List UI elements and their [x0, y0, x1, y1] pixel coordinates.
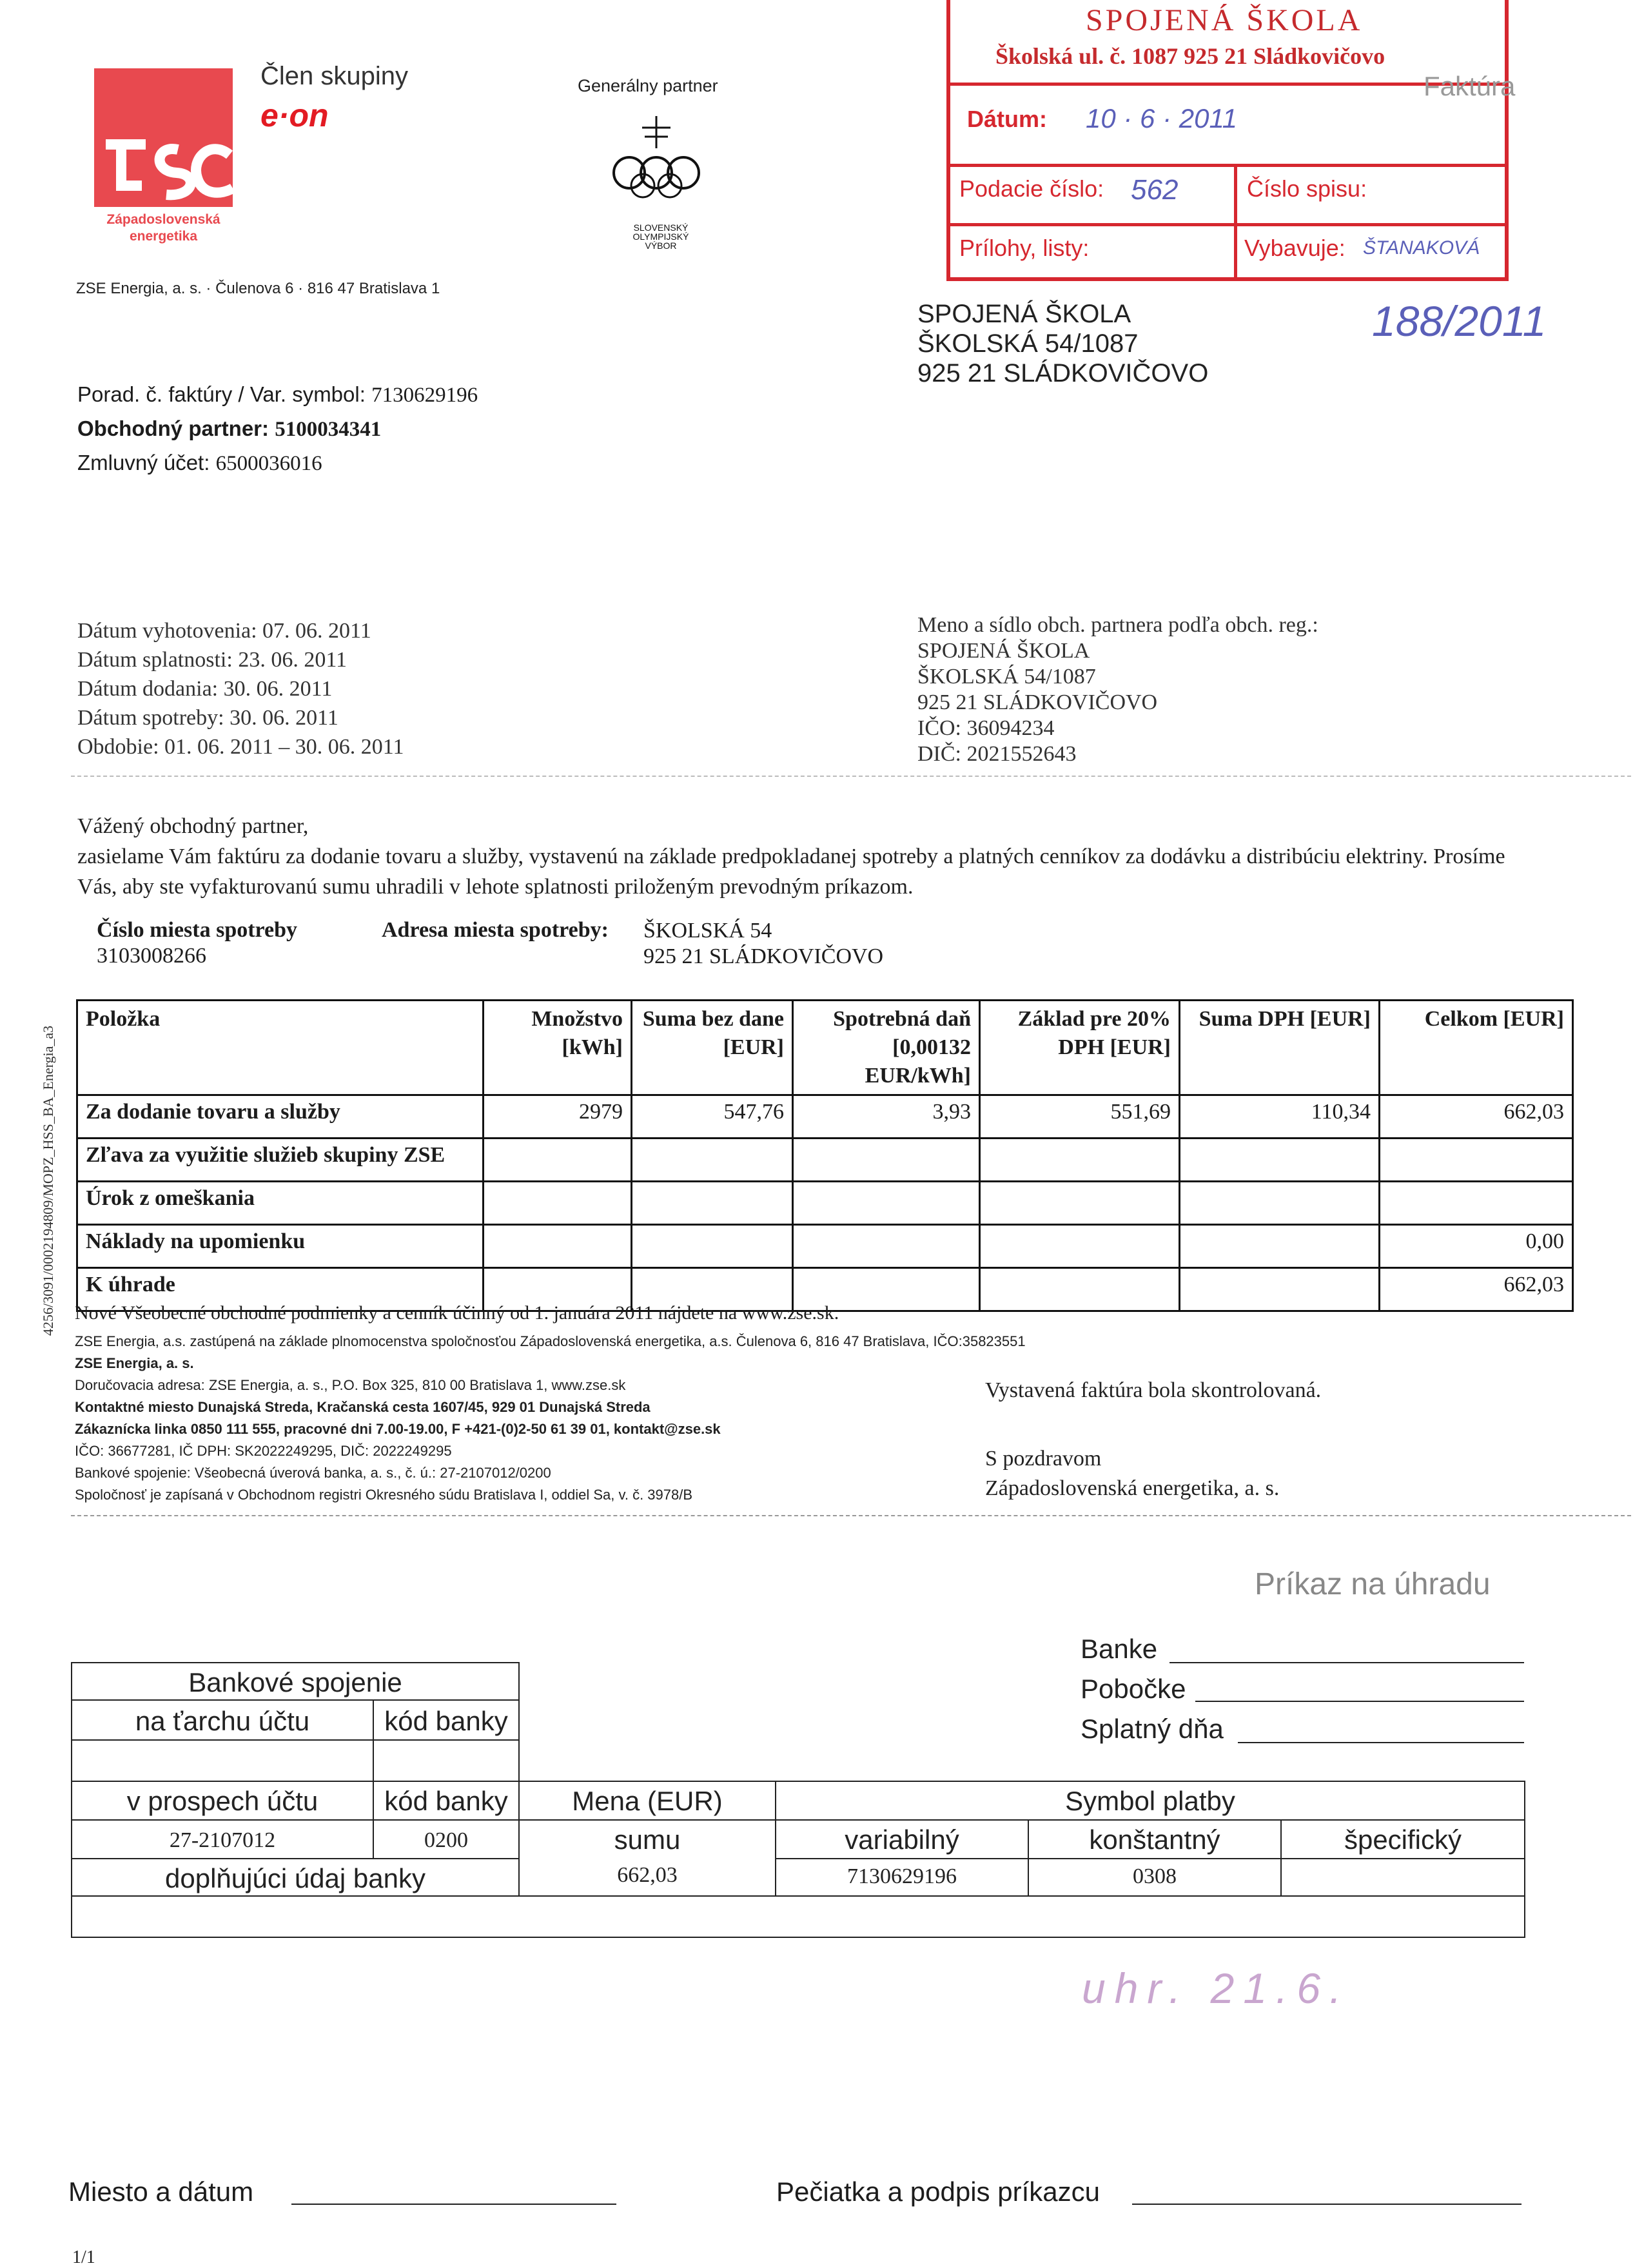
col-header: Množstvo [kWh]: [484, 1001, 632, 1095]
miesto-datum-field[interactable]: [291, 2204, 616, 2205]
cell: [980, 1139, 1180, 1182]
partner-label: Obchodný partner:: [77, 416, 269, 440]
cell: [1380, 1139, 1573, 1182]
cell-text: konštantný: [1089, 1824, 1220, 1855]
cell: 110,34: [1180, 1095, 1380, 1139]
variabilny-cell: [775, 1819, 1029, 1859]
stamp-datum-label: Dátum:: [967, 106, 1047, 132]
col-header: Položka: [77, 1001, 484, 1095]
clen-skupiny: Člen skupiny: [260, 62, 409, 90]
registry-stamp: [946, 0, 1509, 281]
cell: 2979: [484, 1095, 632, 1139]
ucet-label: Zmluvný účet:: [77, 451, 210, 474]
payment-order-form: [71, 1662, 1525, 1941]
zse-company-info: [75, 1331, 1026, 1506]
cell: 547,76: [632, 1095, 793, 1139]
cell-text: v prospech účtu: [126, 1786, 318, 1816]
partner-info: [917, 612, 1318, 767]
eon-logo: e·on: [260, 97, 329, 133]
stamp-vybavuje-label: Vybavuje:: [1244, 235, 1346, 261]
cell: [632, 1225, 793, 1268]
stamp-divider: [950, 83, 1505, 86]
na-tarchu-cell: [71, 1699, 374, 1741]
info-line: Doručovacia adresa: ZSE Energia, a. s., P.O. Box 325, 810 00 Bratislava 1, www.zse.sk: [75, 1377, 626, 1393]
partner-info-line: SPOJENÁ ŠKOLA: [917, 639, 1090, 663]
ucet-row: [77, 446, 478, 480]
partner-info-line: DIČ: 2021552643: [917, 742, 1077, 766]
peciatka-label: Pečiatka a podpis príkazcu: [776, 2176, 1100, 2207]
adresa-spotreby-label: Adresa miesta spotreby:: [382, 918, 609, 942]
cell: 662,03: [1380, 1268, 1573, 1311]
variabilny-value-cell[interactable]: [775, 1858, 1029, 1897]
cell: [980, 1225, 1180, 1268]
miesto-spotreby-label: Číslo miesta spotreby: [97, 918, 298, 942]
salutation: Vážený obchodný partner,: [77, 814, 309, 838]
zse-logo: [94, 68, 233, 207]
doplnujuci-cell: [71, 1858, 520, 1897]
date-line: Obdobie: 01. 06. 2011 – 30. 06. 2011: [77, 735, 404, 759]
peciatka-field[interactable]: [1132, 2204, 1522, 2205]
stamp-podacie-value: 562: [1131, 174, 1179, 206]
recipient-line: ŠKOLSKÁ 54/1087: [917, 329, 1139, 358]
handwritten-paid-note: uhr. 21.6.: [1082, 1964, 1351, 2012]
adresa-line: ŠKOLSKÁ 54: [643, 919, 772, 943]
suma-value-cell[interactable]: [518, 1858, 776, 1897]
cell: 0,00: [1380, 1225, 1573, 1268]
row-label: Úrok z omeškania: [77, 1182, 484, 1225]
info-line: Zákaznícka linka 0850 111 555, pracovné dni 7.00-19.00, F +421-(0)2-50 61 39 01, kontakt@zse.sk: [75, 1421, 721, 1437]
cell-text: kód banky: [384, 1786, 508, 1816]
cell: [1380, 1182, 1573, 1225]
stamp-datum-value: 10 · 6 · 2011: [1086, 103, 1238, 133]
cell: [1180, 1225, 1380, 1268]
olymp-text: SLOVENSKÝ OLYMPIJSKÝ VÝBOR: [632, 222, 689, 251]
table-row: [77, 1225, 1573, 1268]
kod-banky-cell: [373, 1699, 520, 1741]
cell: [980, 1268, 1180, 1311]
row-label: Za dodanie tovaru a služby: [77, 1095, 484, 1139]
cell: [1180, 1182, 1380, 1225]
stamp-podacie-label: Podacie číslo:: [959, 175, 1104, 202]
bankove-spojenie-header: [71, 1662, 520, 1701]
payment-order-title: Príkaz na úhradu: [1255, 1567, 1491, 1601]
table-row: [77, 1095, 1573, 1139]
symbol-platby-cell: [775, 1781, 1525, 1821]
specificky-value-cell[interactable]: [1280, 1858, 1525, 1897]
sumu-cell: [518, 1819, 776, 1859]
olympic-rings-icon: [605, 110, 708, 200]
table-row: [77, 1182, 1573, 1225]
col-header: Celkom [EUR]: [1380, 1001, 1573, 1095]
info-line: Kontaktné miesto Dunajská Streda, Kračanská cesta 1607/45, 929 01 Dunajská Streda: [75, 1399, 651, 1415]
faktura-number-value: 7130629196: [371, 384, 478, 407]
adresa-spotreby-value: [643, 918, 883, 970]
cell-text: Symbol platby: [1065, 1786, 1235, 1816]
cell: [632, 1182, 793, 1225]
greeting-line: S pozdravom: [985, 1447, 1102, 1471]
cell: [484, 1139, 632, 1182]
row-label: Náklady na upomienku: [77, 1225, 484, 1268]
pobocke-label: Pobočke: [1081, 1674, 1186, 1704]
cell: [793, 1182, 980, 1225]
general-partner-label: Generálny partner: [578, 76, 718, 95]
partner-info-line: IČO: 36094234: [917, 716, 1055, 740]
col-header: Suma bez dane [EUR]: [632, 1001, 793, 1095]
cell: 551,69: [980, 1095, 1180, 1139]
adresa-line: 925 21 SLÁDKOVIČOVO: [643, 944, 884, 968]
invoice-table: [76, 999, 1574, 1312]
partner-info-line: ŠKOLSKÁ 54/1087: [917, 665, 1096, 689]
date-line: Dátum dodania: 30. 06. 2011: [77, 677, 333, 701]
mena-cell: [518, 1781, 776, 1821]
cell-text: variabilný: [845, 1824, 959, 1855]
invoice-dates: [77, 616, 404, 761]
cell: [793, 1139, 980, 1182]
page-number: 1/1: [72, 2247, 95, 2267]
table-row: [77, 1139, 1573, 1182]
handwritten-registry-number: 188/2011: [1372, 297, 1547, 345]
kod-banky-field[interactable]: [373, 1739, 520, 1782]
cell: [484, 1182, 632, 1225]
info-line: Bankové spojenie: Všeobecná úverová banka, a. s., č. ú.: 27-2107012/0200: [75, 1465, 551, 1481]
specificky-cell: [1280, 1819, 1525, 1859]
cell-text: 27-2107012: [169, 1828, 276, 1852]
cell: [1180, 1139, 1380, 1182]
dashed-divider: [71, 776, 1631, 777]
na-tarchu-field[interactable]: [71, 1739, 374, 1782]
cell-text: doplňujúci údaj banky: [165, 1863, 426, 1893]
partner-info-line: 925 21 SLÁDKOVIČOVO: [917, 690, 1158, 714]
cell-text: kód banky: [384, 1706, 508, 1736]
side-barcode-text: 4256/3091/0002194809/MOPZ_HSS_BA_Energia_a3: [40, 1025, 56, 1336]
cell-text: Bankové spojenie: [188, 1667, 402, 1697]
row-label: Zľava za využitie služieb skupiny ZSE: [77, 1139, 484, 1182]
date-line: Dátum spotreby: 30. 06. 2011: [77, 706, 338, 730]
cell-text: na ťarchu účtu: [135, 1706, 310, 1736]
cell-text: 0200: [424, 1828, 468, 1852]
konstantny-value-cell[interactable]: [1028, 1858, 1282, 1897]
cell-text: 662,03: [617, 1863, 678, 1887]
stamp-vybavuje-value: ŠTANAKOVÁ: [1363, 237, 1480, 259]
banke-label: Banke: [1081, 1634, 1158, 1664]
doplnujuci-value-cell[interactable]: [71, 1895, 1525, 1938]
konstantny-cell: [1028, 1819, 1282, 1859]
miesto-spotreby-value: 3103008266: [97, 944, 206, 968]
cell-text: 0308: [1133, 1864, 1177, 1888]
info-line: IČO: 36677281, IČ DPH: SK2022249295, DIČ: 2022249295: [75, 1443, 452, 1459]
kod-value-cell: [373, 1819, 520, 1859]
greeting: [985, 1444, 1279, 1503]
kod-banky2-cell: [373, 1781, 520, 1821]
cell-text: 7130629196: [847, 1864, 957, 1888]
cell: [980, 1182, 1180, 1225]
faktura-number-row: [77, 378, 478, 412]
faktura-title: Faktúra: [1424, 71, 1516, 101]
cell-text: sumu: [614, 1824, 681, 1855]
cell: 3,93: [793, 1095, 980, 1139]
splatny-label: Splatný dňa: [1081, 1714, 1224, 1744]
invoice-ids: [77, 378, 478, 480]
cell-text: špecifický: [1344, 1824, 1462, 1855]
cell-text: Mena (EUR): [572, 1786, 723, 1816]
checked-note: Vystavená faktúra bola skontrolovaná.: [985, 1378, 1322, 1402]
stamp-divider: [950, 164, 1505, 167]
partner-value: 5100034341: [275, 418, 382, 441]
info-line: ZSE Energia, a.s. zastúpená na základe plnomocenstva spoločnosťou Západoslovenská energetika, a.s. Čulenova 6, 816 47 Bratislava, IČO:35823551: [75, 1333, 1026, 1349]
miesto-datum-label: Miesto a dátum: [68, 2176, 254, 2207]
cell: [793, 1225, 980, 1268]
col-header: Spotrebná daň [0,00132 EUR/kWh]: [793, 1001, 980, 1095]
zse-logo-mark-icon: [94, 68, 233, 207]
cut-line: [71, 1515, 1631, 1516]
partner-row: [77, 412, 478, 446]
ucet-value: 6500036016: [215, 452, 322, 475]
recipient-line: SPOJENÁ ŠKOLA: [917, 300, 1131, 328]
faktura-number-label: Porad. č. faktúry / Var. symbol:: [77, 382, 366, 406]
stamp-school: SPOJENÁ ŠKOLA: [1086, 3, 1363, 37]
v-prospech-cell: [71, 1781, 374, 1821]
cell: [484, 1225, 632, 1268]
ucet-value-cell: [71, 1819, 374, 1859]
zse-address: ZSE Energia, a. s. · Čulenova 6 · 816 47 Bratislava 1: [76, 280, 440, 297]
info-line: Spoločnosť je zapísaná v Obchodnom registri Okresného súdu Bratislava I, oddiel Sa, v. č. 3978/B: [75, 1487, 693, 1503]
col-header: Základ pre 20% DPH [EUR]: [980, 1001, 1180, 1095]
stamp-address: Školská ul. č. 1087 925 21 Sládkovičovo: [995, 43, 1385, 69]
row-label: K úhrade: [77, 1268, 484, 1311]
cell: 662,03: [1380, 1095, 1573, 1139]
date-line: Dátum splatnosti: 23. 06. 2011: [77, 648, 347, 672]
zse-logo-subtitle: Západoslovenská energetika: [106, 212, 220, 244]
date-line: Dátum vyhotovenia: 07. 06. 2011: [77, 619, 371, 643]
intro-paragraph: zasielame Vám faktúru za dodanie tovaru a služby, vystavenú na základe predpokladanej spotreby a platných cenníkov za dodávku a distribúciu elektriny. Prosíme Vás, aby ste vyfakturovanú sumu uhradili v lehote splatnosti priloženým prevodným príkazom.: [77, 845, 1505, 899]
cell: [632, 1139, 793, 1182]
terms-note: Nové Všeobecné obchodné podmienky a cenník účinný od 1. januára 2011 nájdete na www.zse.sk.: [75, 1302, 839, 1324]
col-header: Suma DPH [EUR]: [1180, 1001, 1380, 1095]
recipient-address: [917, 299, 1208, 388]
greeting-line: Západoslovenská energetika, a. s.: [985, 1476, 1280, 1500]
cell: [1180, 1268, 1380, 1311]
stamp-prilohy-label: Prílohy, listy:: [959, 235, 1090, 261]
recipient-line: 925 21 SLÁDKOVIČOVO: [917, 359, 1209, 387]
stamp-spis-label: Číslo spisu:: [1247, 175, 1367, 202]
partner-info-line: Meno a sídlo obch. partnera podľa obch. reg.:: [917, 613, 1318, 637]
stamp-divider: [950, 223, 1505, 226]
info-line: ZSE Energia, a. s.: [75, 1355, 194, 1371]
table-header: [77, 1001, 1573, 1095]
intro-text: [77, 811, 1509, 902]
